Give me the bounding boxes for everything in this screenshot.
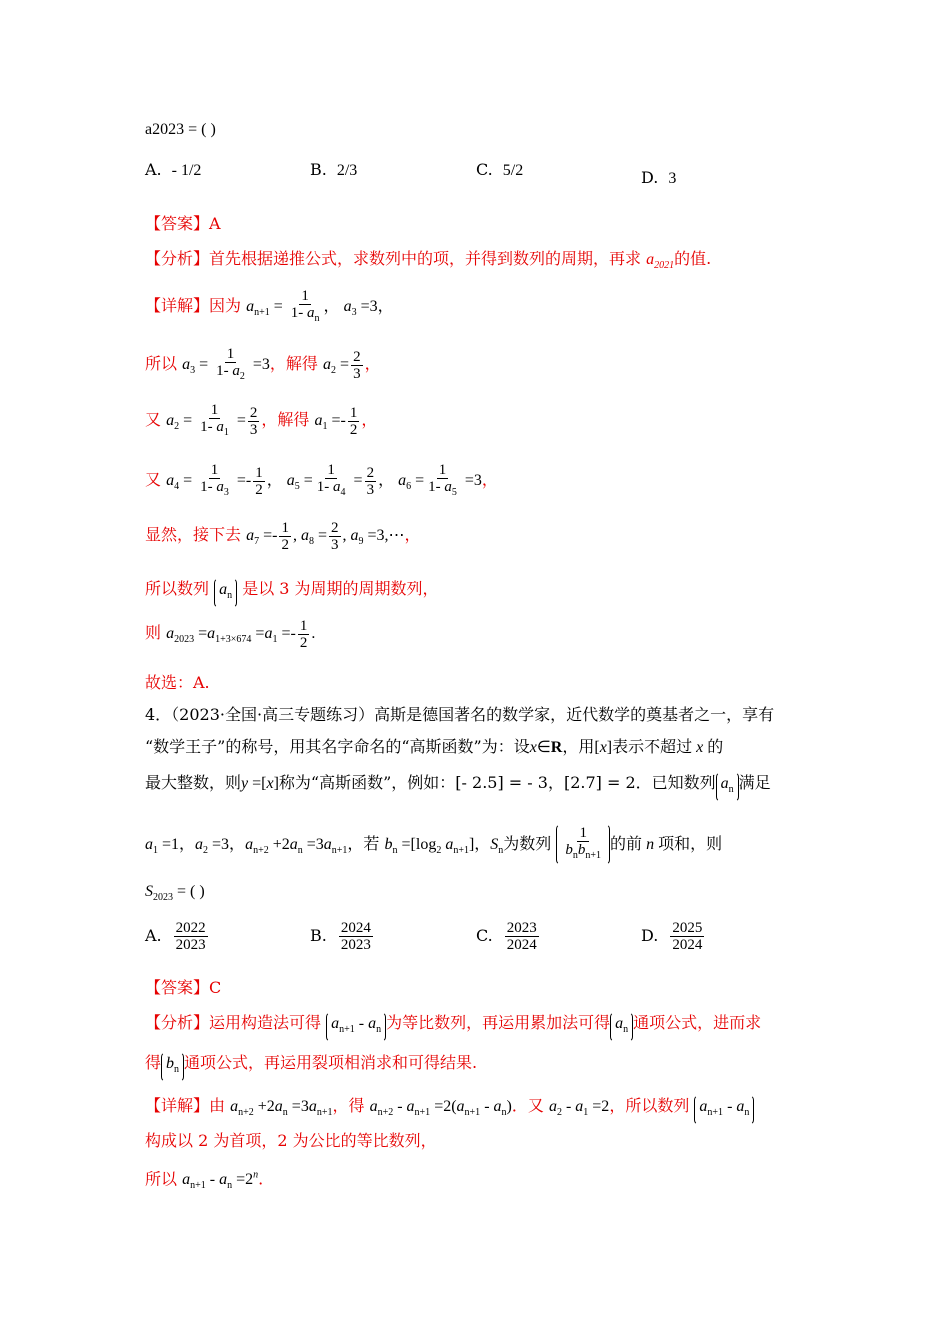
q4-stem-line-4: $a_1 =1$，$a_2 =3$，$a_{n+2} +2a_n =3a_{n+1}$，若 $b_n =[\log_2$ $a_{n+1}$]，$S_n$为数列 $\frac{1}{b_nb_{n+1}}$ 的前 n 项和，则 [145,824,722,865]
q4-option-a: A. $\frac{2022}{2023}$ [145,920,206,953]
q3-stem-end: a2023 = ( ) [145,121,216,138]
q3-detail-line-1: 【详解】因为 $a_{n+1}$ = $\frac{1}{1- a_n}$ ， $a_3 =3$， [145,288,394,324]
q4-detail-line-3: 所以 $a_{n+1} - a_n =2^n$. [145,1169,264,1192]
q3-option-b: B. 2/3 [310,160,358,179]
q4-stem-line-5: $S_{2023}$ = ( ) [145,883,205,904]
q3-option-d: D. 3 [641,168,677,187]
q3-detail-line-5: 显然，接下去 $a_7$ =- $\frac{1}{2}$ , $a_8$ = $\frac{2}{3}$ , $a_9$ =3,⋯， [145,520,421,553]
q3-answer: 【答案】A [145,214,221,233]
q4-analysis-line-2: 得 $b_n$ 通项公式，再运用裂项相消求和可得结果. [145,1052,477,1082]
q3-detail-line-4: 又 $a_4$ = $\frac{1}{1- a_3}$ =- $\frac{1}{2}$ ， $a_5$ = $\frac{1}{1- a_4}$ = $\frac{2}{3}$ ， $a_6$ = $\frac{1}{1- a_5}$ =3， [145,462,498,498]
q4-option-d: D. $\frac{2025}{2024}$ [641,920,703,953]
q3-detail-line-2: 所以 $a_3$ = $\frac{1}{1- a_2}$ =3，解得 $a_2$ = $\frac{2}{3}$ ， [145,346,381,382]
q4-option-b: B. $\frac{2024}{2023}$ [310,920,371,953]
q4-detail-line-1: 【详解】由 $a_{n+2} +2a_n =3a_{n+1}$，得 $a_{n+2} - a_{n+1} =2(a_{n+1} - a_n)$．又 $a_2 - a_1 =2$，所以数列 $a_{n+1} - a_n$ [145,1095,754,1125]
q4-stem-line-1: 4．（2023·全国·高三专题练习）高斯是德国著名的数学家，近代数学的奠基者之一，享有 [145,705,775,724]
q4-stem-line-3: 最大整数，则y =[x]称为“高斯函数”，例如：[- 2.5] = - 3，[2.7] = 2．已知数列 $a_n$ 满足 [145,772,771,802]
q3-detail-line-8: 故选：A. [145,673,210,692]
q4-option-c: C. $\frac{2023}{2024}$ [476,920,537,953]
q3-detail-line-7: 则 $a_{2023} =a_{1+3\times 674} =a_1$ =- $\frac{1}{2}$ . [145,618,316,651]
q3-option-a: A. - 1/2 [145,160,202,179]
q4-detail-line-2: 构成以 2 为首项，2 为公比的等比数列， [145,1131,437,1150]
q3-detail-line-6: 所以数列 $a_n$ 是以 3 为周期的周期数列， [145,578,439,608]
q3-option-c: C. 5/2 [476,160,524,179]
q4-answer: 【答案】C [145,978,222,997]
q4-analysis-line-1: 【分析】运用构造法可得 $a_{n+1} - a_n$ 为等比数列，再运用累加法可得 $a_n$ 通项公式，进而求 [145,1012,761,1042]
q3-detail-line-3: 又 $a_2$ = $\frac{1}{1- a_1}$ = $\frac{2}{3}$ ，解得 $a_1$ =- $\frac{1}{2}$ ， [145,402,378,438]
q3-analysis: 【分析】首先根据递推公式，求数列中的项，并得到数列的周期，再求 $a_{2021}$的值. [145,249,712,272]
q4-stem-line-2: “数学王子”的称号，用其名字命名的“高斯函数”为：设x∈R，用[x]表示不超过 x 的 [145,737,724,756]
